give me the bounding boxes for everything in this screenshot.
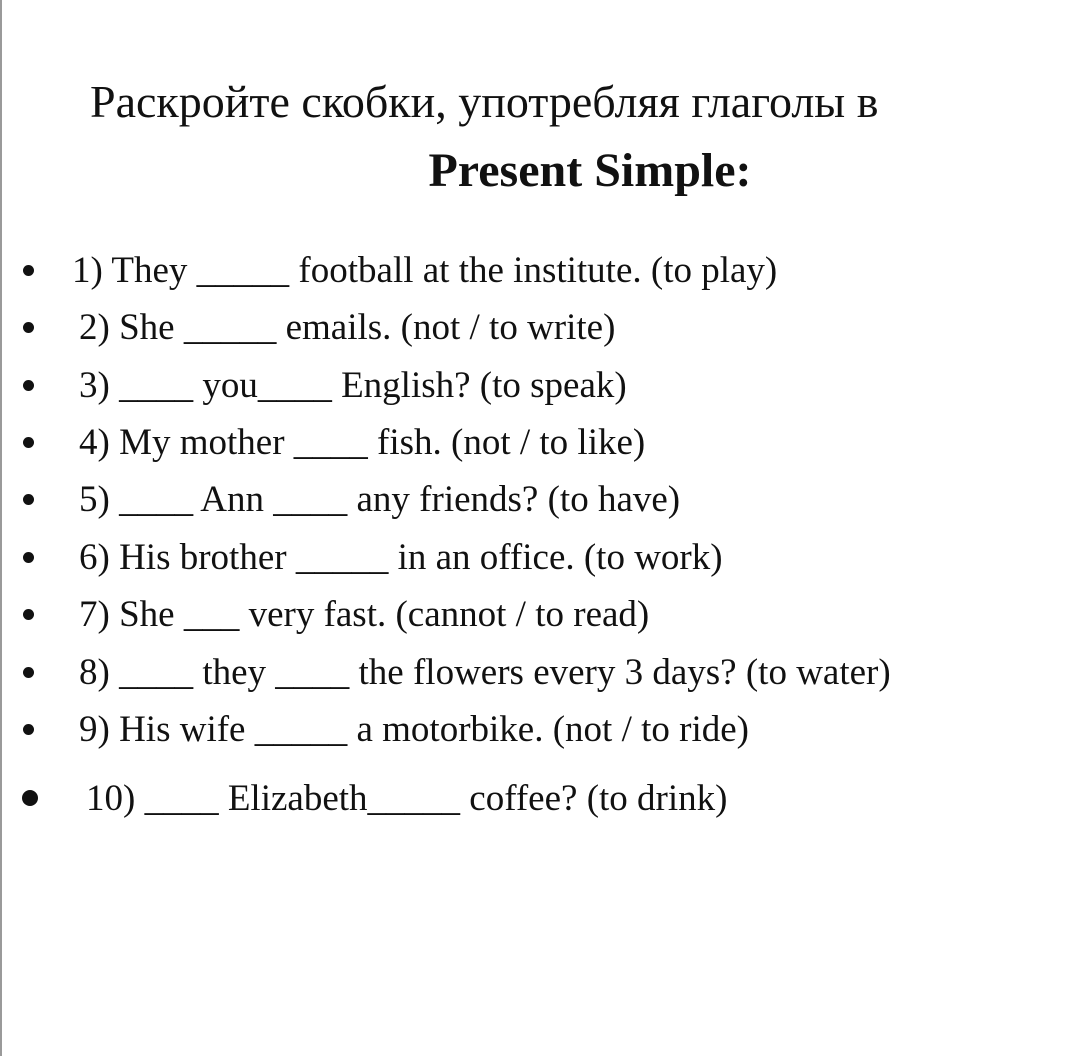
bullet-icon: [23, 380, 34, 391]
exercise-text: 6) His brother _____ in an office. (to work): [79, 536, 723, 578]
bullet-icon: [23, 437, 34, 448]
exercise-text: 4) My mother ____ fish. (not / to like): [79, 421, 646, 463]
bullet-icon: [23, 667, 34, 678]
exercise-text: 5) ____ Ann ____ any friends? (to have): [79, 478, 681, 520]
bullet-icon: [23, 322, 34, 333]
exercise-text: 9) His wife _____ a motorbike. (not / to ride): [79, 708, 749, 750]
exercise-text: 3) ____ you____ English? (to speak): [79, 364, 627, 406]
instruction-subtitle: Present Simple:: [428, 144, 752, 197]
bullet-icon: [22, 790, 38, 806]
instruction-title: Раскройте скобки, употребляя глаголы в: [90, 76, 879, 127]
bullet-icon: [23, 265, 34, 276]
bullet-icon: [23, 724, 34, 735]
exercise-text: 2) She _____ emails. (not / to write): [79, 306, 616, 348]
exercise-text: 7) She ___ very fast. (cannot / to read): [79, 593, 650, 635]
exercise-text: 1) They _____ football at the institute. (to play): [72, 249, 778, 291]
exercise-text: 10) ____ Elizabeth_____ coffee? (to drink): [86, 777, 728, 819]
exercise-text: 8) ____ they ____ the flowers every 3 days? (to water): [79, 651, 891, 693]
bullet-icon: [23, 552, 34, 563]
bullet-icon: [23, 609, 34, 620]
bullet-icon: [23, 494, 34, 505]
